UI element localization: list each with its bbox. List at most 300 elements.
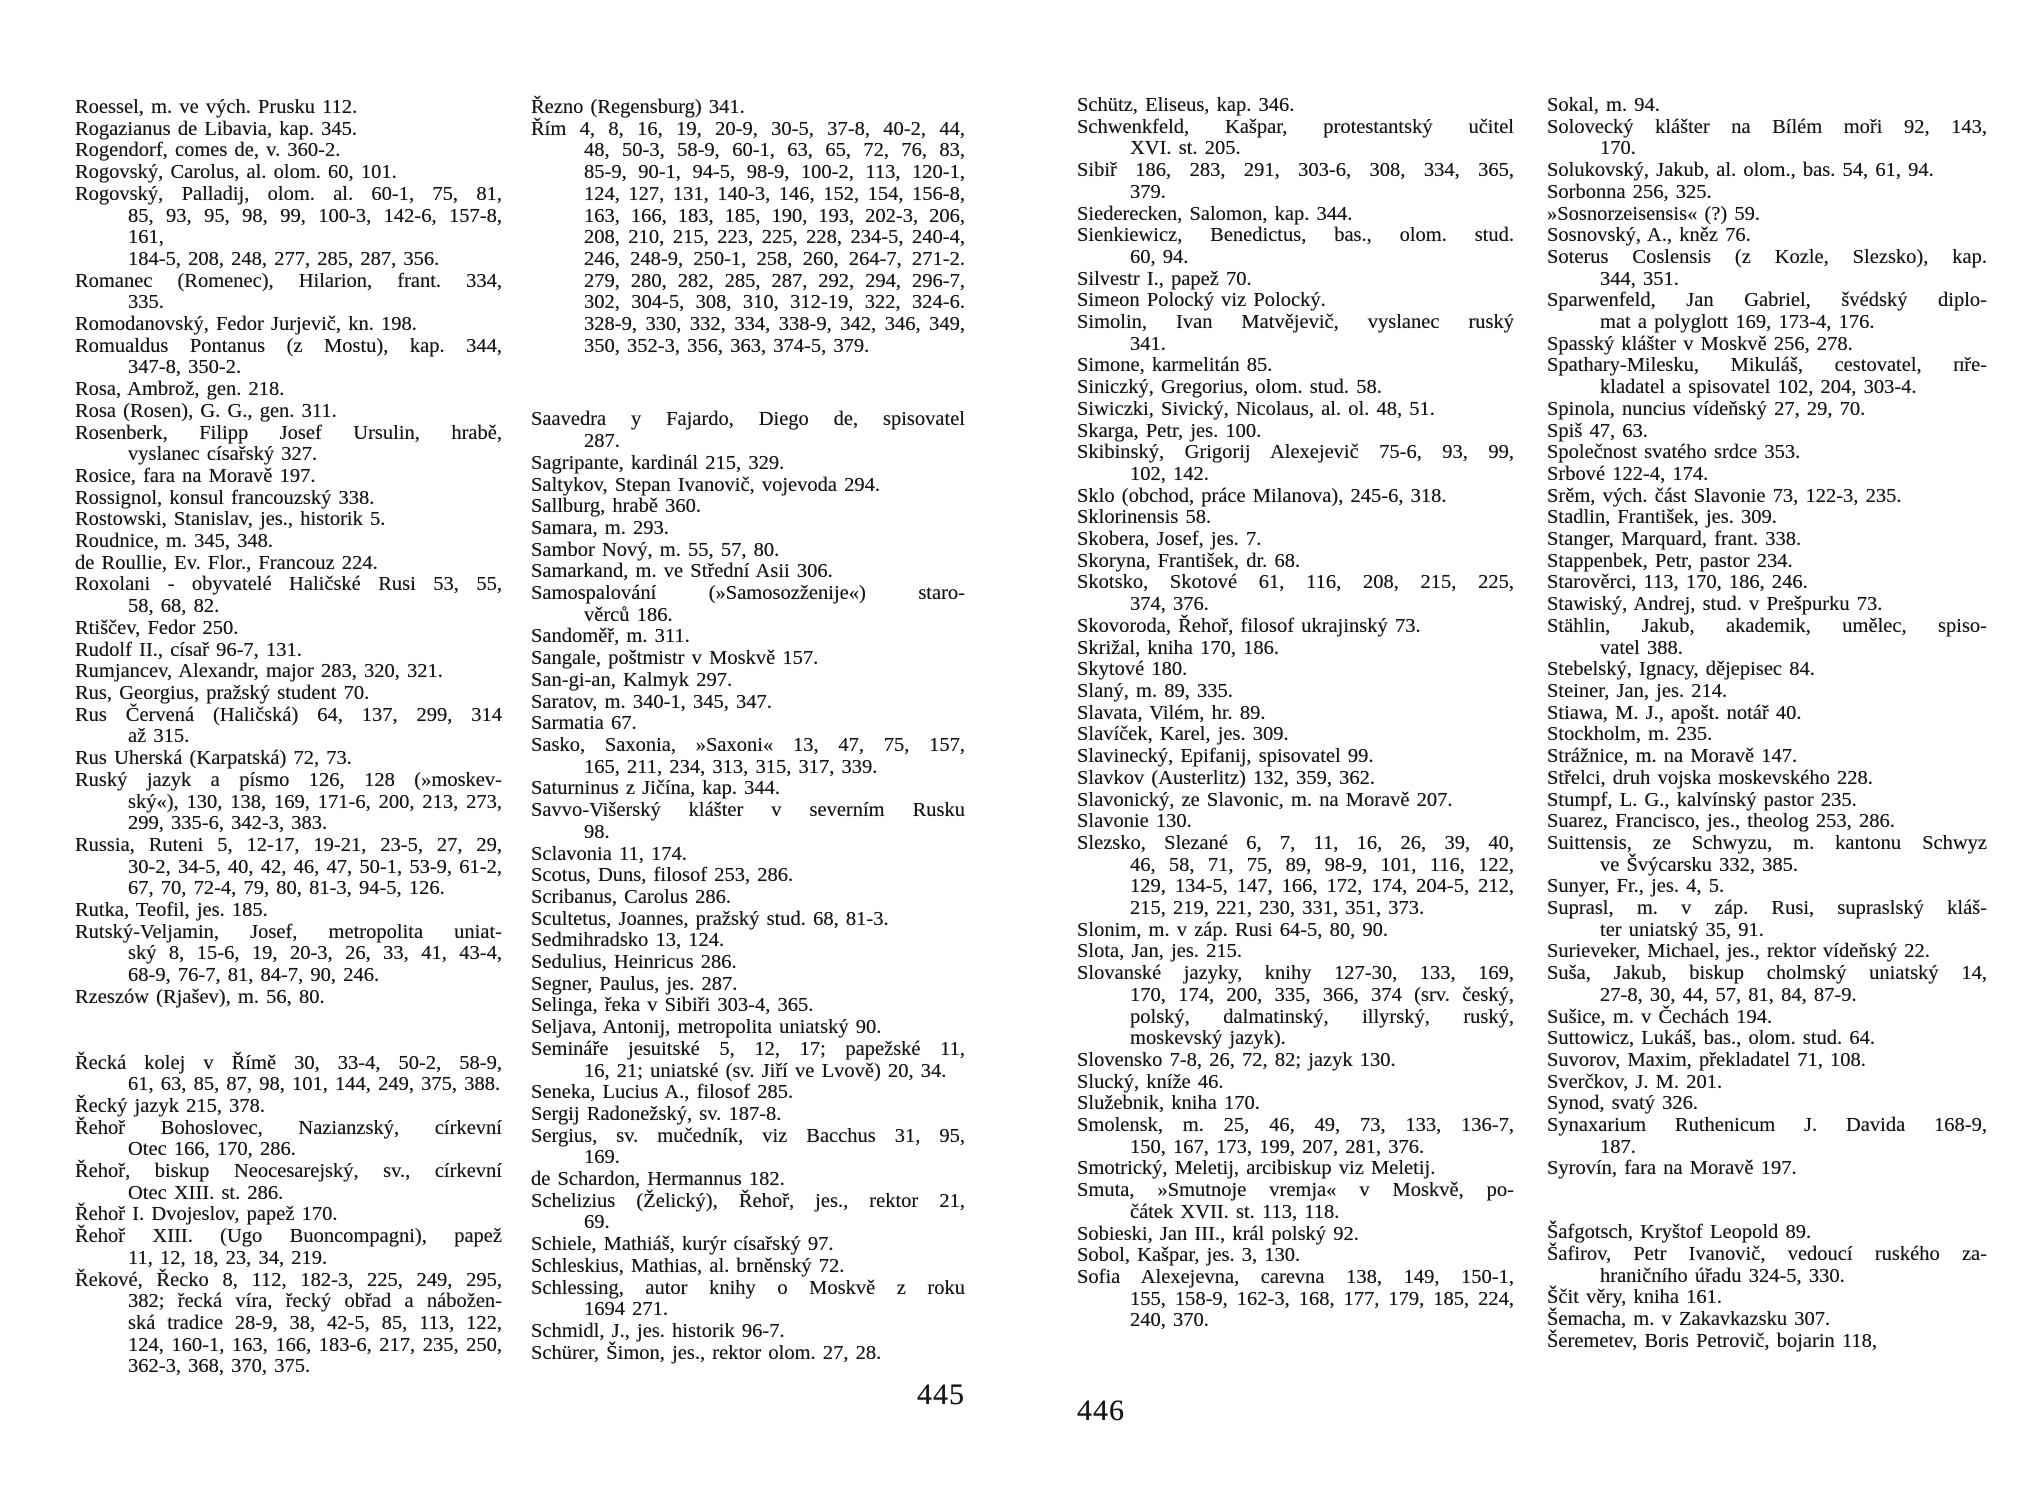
index-entry-line: 98. xyxy=(584,820,610,843)
index-entry xyxy=(1547,182,1987,204)
index-entry-line: Spinola, nuncius vídeňský 27, 29, 70. xyxy=(1547,397,1866,420)
index-entry-line: Sofia Alexejevna, carevna 138, 149, 150-1, xyxy=(1077,1265,1514,1288)
index-entry xyxy=(531,670,965,692)
index-entry-line: Řezno (Regensburg) 341. xyxy=(531,96,745,118)
index-entry-line: Skovoroda, Řehoř, filosof ukrajinský 73. xyxy=(1077,614,1421,637)
index-entry-line: 382; řecká víra, řecký obřad a nábožen- xyxy=(128,1290,502,1313)
index-entry-line: 279, 280, 282, 285, 287, 292, 294, 296-7, xyxy=(584,269,965,292)
index-entry-line: Schlessing, autor knihy o Moskvě z roku xyxy=(531,1276,965,1299)
index-entry-line: Střelci, druh vojska moskevského 228. xyxy=(1547,766,1873,789)
index-entry xyxy=(1547,876,1987,898)
index-entry-line: Sverčkov, J. M. 201. xyxy=(1547,1070,1723,1093)
index-entry xyxy=(1077,681,1514,703)
index-entry-line: Rogovský, Palladij, olom. al. 60-1, 75, 81, xyxy=(75,182,502,205)
index-entry xyxy=(1077,486,1514,508)
index-entry-line: 124, 160-1, 163, 166, 183-6, 217, 235, 250, xyxy=(128,1333,502,1356)
index-entry xyxy=(1077,355,1514,377)
index-entry-line: ský 8, 15-6, 19, 20-3, 26, 33, 41, 43-4, xyxy=(128,942,502,965)
index-entry-line: až 315. xyxy=(128,725,190,748)
index-entry xyxy=(75,509,502,531)
index-entry-line: Soterus Coslensis (z Kozle, Slezsko), kap. xyxy=(1547,245,1987,268)
index-entry-line: Saltykov, Stepan Ivanovič, vojevoda 294. xyxy=(531,473,881,496)
index-entry-line: 61, 63, 85, 87, 98, 101, 144, 249, 375, 388. xyxy=(128,1073,501,1096)
index-entry-line: Suša, Jakub, biskup cholmský uniatský 14, xyxy=(1547,962,1987,985)
index-entry xyxy=(1077,529,1514,551)
index-entry-line: ský«), 130, 138, 169, 171-6, 200, 213, 273, xyxy=(128,790,502,813)
index-entry xyxy=(1547,355,1987,398)
index-entry xyxy=(1547,681,1987,703)
index-entry xyxy=(75,661,502,683)
index-entry xyxy=(1077,1050,1514,1072)
index-entry xyxy=(1547,399,1987,421)
index-entry-line: Sienkiewicz, Benedictus, bas., olom. stud. xyxy=(1077,224,1514,247)
index-entry-line: Sobieski, Jan III., král polský 92. xyxy=(1077,1222,1359,1245)
index-entry xyxy=(75,271,502,314)
index-entry-line: Suprasl, m. v záp. Rusi, supraslský kláš- xyxy=(1547,897,1987,920)
index-entry xyxy=(75,618,502,640)
index-entry-line: Sallburg, hrabě 360. xyxy=(531,495,701,518)
index-entry-line: Synod, svatý 326. xyxy=(1547,1092,1699,1115)
index-column-446-left xyxy=(1077,95,1514,1332)
index-entry xyxy=(1547,334,1987,356)
index-entry-line: Rogendorf, comes de, v. 360-2. xyxy=(75,139,341,162)
index-entry xyxy=(1077,204,1514,226)
index-entry-line: Skrižal, kniha 170, 186. xyxy=(1077,636,1280,659)
index-entry xyxy=(531,97,965,119)
index-entry-line: ve Švýcarsku 332, 385. xyxy=(1600,853,1799,876)
index-entry xyxy=(531,561,965,583)
index-entry-line: Semináře jesuitské 5, 12, 17; papežské 11, xyxy=(531,1037,965,1060)
index-entry-line: vyslanec císařský 327. xyxy=(128,443,318,466)
index-entry-line: Schelizius (Želický), Řehoř, jes., rektor 21, xyxy=(531,1189,965,1212)
index-entry-line: 27-8, 30, 44, 57, 81, 84, 87-9. xyxy=(1600,983,1857,1006)
index-entry-line: Samara, m. 293. xyxy=(531,516,669,539)
index-entry xyxy=(1547,1244,1987,1287)
index-entry xyxy=(1077,1158,1514,1180)
index-entry xyxy=(1547,1093,1987,1115)
index-entry-line: 69. xyxy=(584,1211,610,1234)
index-entry-line: Rogazianus de Libavia, kap. 345. xyxy=(75,117,358,140)
index-entry-line: Sobol, Kašpar, jes. 3, 130. xyxy=(1077,1244,1301,1267)
index-entry xyxy=(75,987,502,1009)
index-entry-line: Schiele, Mathiáš, kurýr císařský 97. xyxy=(531,1233,834,1256)
index-entry-line: 124, 127, 131, 140-3, 146, 152, 154, 156-8, xyxy=(584,182,965,205)
index-entry-line: ter uniatský 35, 91. xyxy=(1600,918,1764,941)
index-entry xyxy=(531,583,965,626)
index-entry-line: Rudolf II., císař 96-7, 131. xyxy=(75,638,302,661)
index-entry xyxy=(531,844,965,866)
index-entry xyxy=(531,518,965,540)
index-entry xyxy=(1077,160,1514,203)
index-entry xyxy=(75,748,502,770)
index-entry xyxy=(1547,1007,1987,1029)
index-entry-line: polský, dalmatinský, illyrský, ruský, xyxy=(1130,1005,1514,1028)
index-entry xyxy=(75,184,502,271)
index-column-445-right xyxy=(531,97,965,1364)
index-entry-line: Smotrický, Meletij, arcibiskup viz Meletij. xyxy=(1077,1157,1436,1180)
index-entry-line: Suittensis, ze Schwyzu, m. kantonu Schwyz xyxy=(1547,831,1987,854)
index-entry xyxy=(1547,746,1987,768)
index-entry xyxy=(75,379,502,401)
index-entry xyxy=(1077,572,1514,615)
index-entry xyxy=(531,800,965,843)
index-entry-line: 30-2, 34-5, 40, 42, 46, 47, 50-1, 53-9, 61-2, xyxy=(128,855,502,878)
index-entry xyxy=(1547,703,1987,725)
index-entry-line: Rossignol, konsul francouzský 338. xyxy=(75,486,375,509)
index-entry-line: Sangale, poštmistr v Moskvě 157. xyxy=(531,647,819,670)
index-entry-line: Rutský-Veljamin, Josef, metropolita uniat- xyxy=(75,920,502,943)
index-entry xyxy=(1077,941,1514,963)
index-entry xyxy=(1077,1115,1514,1158)
index-entry-line: Samarkand, m. ve Střední Asii 306. xyxy=(531,560,833,583)
index-entry xyxy=(75,705,502,748)
index-entry-line: Siederecken, Salomon, kap. 344. xyxy=(1077,202,1353,225)
index-entry xyxy=(531,626,965,648)
index-entry-line: hraničního úřadu 324-5, 330. xyxy=(1600,1264,1845,1287)
index-entry-line: Simolin, Ivan Matvějevič, vyslanec ruský xyxy=(1077,311,1514,334)
index-entry xyxy=(75,401,502,423)
index-entry xyxy=(1547,551,1987,573)
index-entry-line: 1694 271. xyxy=(584,1298,669,1321)
index-entry xyxy=(1547,1331,1987,1353)
index-entry-line: Řehoř I. Dvojeslov, papež 170. xyxy=(75,1203,338,1226)
index-entry xyxy=(1077,312,1514,355)
index-entry-line: Schmidl, J., jes. historik 96-7. xyxy=(531,1319,785,1342)
index-entry xyxy=(1547,768,1987,790)
index-entry xyxy=(531,1126,965,1169)
index-entry xyxy=(1077,811,1514,833)
index-entry-line: Sunyer, Fr., jes. 4, 5. xyxy=(1547,875,1725,898)
page-number-446: 446 xyxy=(1077,1394,1125,1427)
index-entry xyxy=(75,553,502,575)
index-entry xyxy=(75,1270,502,1379)
index-entry xyxy=(75,683,502,705)
index-entry-line: 129, 134-5, 147, 166, 172, 174, 204-5, 212, xyxy=(1130,875,1514,898)
index-entry xyxy=(531,735,965,778)
index-entry xyxy=(75,1226,502,1269)
index-entry-line: 374, 376. xyxy=(1130,593,1209,616)
index-entry-line: Sergius, sv. mučedník, viz Bacchus 31, 95, xyxy=(531,1124,965,1147)
index-entry-line: Řehoř, biskup Neocesarejský, sv., církevní xyxy=(75,1160,502,1183)
index-entry-line: věrců 186. xyxy=(584,603,673,626)
index-entry xyxy=(531,409,965,452)
index-entry-line: 85-9, 90-1, 94-5, 98-9, 100-2, 113, 120-1, xyxy=(584,161,965,184)
index-entry xyxy=(75,466,502,488)
index-entry xyxy=(75,1053,502,1096)
index-entry-line: Otec XIII. st. 286. xyxy=(128,1181,284,1204)
index-entry-line: Seneka, Lucius A., filosof 285. xyxy=(531,1081,794,1104)
index-entry-line: 246, 248-9, 250-1, 258, 260, 264-7, 271-2. xyxy=(584,247,965,270)
index-entry-line: 169. xyxy=(584,1146,620,1169)
index-entry-line: Slaný, m. 89, 335. xyxy=(1077,679,1233,702)
index-column-445-left xyxy=(75,97,502,1378)
index-entry-line: Sarmatia 67. xyxy=(531,712,637,735)
index-group xyxy=(1547,95,1987,1180)
index-entry-line: »Sosnorzeisensis« (?) 59. xyxy=(1547,202,1761,225)
index-entry-line: Strážnice, m. na Moravě 147. xyxy=(1547,745,1798,768)
index-entry xyxy=(75,423,502,466)
index-entry-line: Skibinský, Grigorij Alexejevič 75-6, 93, 99, xyxy=(1077,441,1514,464)
index-group xyxy=(531,97,965,357)
index-entry-line: Seljava, Antonij, metropolita uniatský 90. xyxy=(531,1016,882,1039)
index-entry-line: Společnost svatého srdce 353. xyxy=(1547,441,1801,464)
index-entry xyxy=(1077,290,1514,312)
index-entry-line: Srěm, vých. část Slavonie 73, 122-3, 235. xyxy=(1547,484,1902,507)
index-entry xyxy=(75,574,502,617)
index-entry-line: Skarga, Petr, jes. 100. xyxy=(1077,419,1262,442)
index-entry-line: Řehoř XIII. (Ugo Buoncompagni), papež xyxy=(75,1225,502,1248)
index-entry xyxy=(1547,290,1987,333)
index-entry-line: 347-8, 350-2. xyxy=(128,356,242,379)
index-entry-line: 184-5, 208, 248, 277, 285, 287, 356. xyxy=(128,247,440,270)
index-entry xyxy=(1077,1224,1514,1246)
index-entry xyxy=(1547,572,1987,594)
index-entry xyxy=(531,453,965,475)
index-entry-line: Spiš 47, 63. xyxy=(1547,419,1648,442)
index-entry-line: Rus Červená (Haličská) 64, 137, 299, 314 xyxy=(75,703,502,726)
index-entry-line: Slavata, Vilém, hr. 89. xyxy=(1077,701,1266,724)
index-entry xyxy=(1077,1093,1514,1115)
index-entry-line: Suttowicz, Lukáš, bas., olom. stud. 64. xyxy=(1547,1027,1875,1050)
index-entry-line: Šafgotsch, Kryštof Leopold 89. xyxy=(1547,1221,1812,1244)
index-entry-line: Smuta, »Smutnoje vremja« v Moskvě, po- xyxy=(1077,1179,1514,1202)
index-entry xyxy=(1547,594,1987,616)
index-entry xyxy=(1077,790,1514,812)
index-entry xyxy=(1077,1245,1514,1267)
index-entry xyxy=(531,974,965,996)
index-entry-line: 187. xyxy=(1600,1135,1636,1158)
index-entry-line: Rosice, fara na Moravě 197. xyxy=(75,464,316,487)
index-entry-line: Šemacha, m. v Zakavkazsku 307. xyxy=(1547,1307,1831,1330)
index-entry xyxy=(75,1096,502,1118)
index-entry-line: Rzeszów (Rjašev), m. 56, 80. xyxy=(75,985,325,1008)
index-entry-line: Stappenbek, Petr, pastor 234. xyxy=(1547,549,1793,572)
index-entry-line: Slonim, m. v záp. Rusi 64-5, 80, 90. xyxy=(1077,918,1389,941)
index-entry xyxy=(1547,529,1987,551)
index-entry xyxy=(1547,1287,1987,1309)
index-entry xyxy=(1077,1072,1514,1094)
index-entry xyxy=(1077,507,1514,529)
index-entry-line: Sibiř 186, 283, 291, 303-6, 308, 334, 365, xyxy=(1077,159,1514,182)
index-entry-line: ská tradice 28-9, 38, 42-5, 85, 113, 122, xyxy=(128,1311,502,1334)
index-entry-line: Řím 4, 8, 16, 19, 20-9, 30-5, 37-8, 40-2, 44, xyxy=(531,117,965,140)
index-entry-line: Simone, karmelitán 85. xyxy=(1077,354,1273,377)
index-entry-line: Stawiský, Andrej, stud. v Prešpurku 73. xyxy=(1547,593,1883,616)
index-entry-line: Savvo-Višerský klášter v severním Rusku xyxy=(531,799,965,822)
index-entry-line: Slavonický, ze Slavonic, m. na Moravě 207. xyxy=(1077,788,1453,811)
index-entry xyxy=(1077,638,1514,660)
index-entry xyxy=(531,692,965,714)
index-entry xyxy=(1077,1267,1514,1332)
index-entry-line: 362-3, 368, 370, 375. xyxy=(128,1355,311,1378)
index-entry-line: Syrovín, fara na Moravě 197. xyxy=(1547,1157,1797,1180)
index-entry xyxy=(531,1017,965,1039)
index-entry-line: Skytové 180. xyxy=(1077,658,1188,681)
index-entry xyxy=(1077,225,1514,268)
index-entry xyxy=(1547,1028,1987,1050)
index-entry-line: Slavíček, Karel, jes. 309. xyxy=(1077,723,1289,746)
index-entry xyxy=(75,835,502,900)
index-entry xyxy=(1547,1072,1987,1094)
index-entry-line: 155, 158-9, 162-3, 168, 177, 179, 185, 224, xyxy=(1130,1287,1514,1310)
index-entry-line: Synaxarium Ruthenicum J. Davida 168-9, xyxy=(1547,1114,1987,1137)
index-entry xyxy=(1547,442,1987,464)
index-entry-line: Solukovský, Jakub, al. olom., bas. 54, 61, 94. xyxy=(1547,159,1934,182)
index-group xyxy=(531,409,965,1364)
index-entry xyxy=(1547,941,1987,963)
index-entry xyxy=(1547,1158,1987,1180)
index-entry xyxy=(1547,204,1987,226)
index-entry xyxy=(1547,898,1987,941)
index-entry xyxy=(1547,225,1987,247)
index-entry xyxy=(75,1161,502,1204)
index-entry-line: Sklorinensis 58. xyxy=(1077,506,1212,529)
index-entry-line: Sorbonna 256, 325. xyxy=(1547,180,1712,203)
index-entry-line: Schleskius, Mathias, al. brněnský 72. xyxy=(531,1254,845,1277)
index-entry xyxy=(75,640,502,662)
index-entry-line: 48, 50-3, 58-9, 60-1, 63, 65, 72, 76, 83, xyxy=(584,139,965,162)
index-entry-line: Slavkov (Austerlitz) 132, 359, 362. xyxy=(1077,766,1376,789)
index-entry-line: Siniczký, Gregorius, olom. stud. 58. xyxy=(1077,376,1382,399)
index-entry xyxy=(531,1343,965,1365)
index-entry-line: Řekové, Řecko 8, 112, 182-3, 225, 249, 295, xyxy=(75,1268,502,1291)
index-entry-line: Sambor Nový, m. 55, 57, 80. xyxy=(531,538,780,561)
index-entry-line: 341. xyxy=(1130,332,1166,355)
index-entry-line: Simeon Polocký viz Polocký. xyxy=(1077,289,1326,312)
index-entry-line: Sedmihradsko 13, 124. xyxy=(531,929,725,952)
index-group xyxy=(1547,1222,1987,1352)
index-entry xyxy=(531,1082,965,1104)
index-entry-line: Sokal, m. 94. xyxy=(1547,94,1660,116)
index-entry-line: 150, 167, 173, 199, 207, 281, 376. xyxy=(1130,1135,1425,1158)
index-entry-line: 170. xyxy=(1600,137,1636,160)
index-entry-line: Steiner, Jan, jes. 214. xyxy=(1547,679,1728,702)
index-entry xyxy=(531,909,965,931)
index-entry-line: Rus, Georgius, pražský student 70. xyxy=(75,681,370,704)
index-entry-line: Rosa, Ambrož, gen. 218. xyxy=(75,378,285,401)
index-entry-line: Sclavonia 11, 174. xyxy=(531,842,687,865)
index-entry-line: Slavonie 130. xyxy=(1077,810,1192,833)
index-entry-line: Saratov, m. 340-1, 345, 347. xyxy=(531,690,772,713)
index-entry-line: Skobera, Josef, jes. 7. xyxy=(1077,528,1262,551)
index-entry xyxy=(1547,95,1987,117)
index-entry-line: Stählin, Jakub, akademik, umělec, spiso- xyxy=(1547,614,1987,637)
index-group xyxy=(75,97,502,1009)
index-entry-line: Rosenberk, Filipp Josef Ursulin, hrabě, xyxy=(75,421,502,444)
index-entry xyxy=(531,1278,965,1321)
index-entry-line: Rutka, Teofil, jes. 185. xyxy=(75,899,268,922)
index-entry-line: Schütz, Eliseus, kap. 346. xyxy=(1077,94,1295,116)
index-entry xyxy=(1077,768,1514,790)
index-entry-line: 335. xyxy=(128,291,164,314)
index-entry-line: Rumjancev, Alexandr, major 283, 320, 321. xyxy=(75,660,443,683)
index-entry-line: Roessel, m. ve vých. Prusku 112. xyxy=(75,96,358,118)
index-entry xyxy=(531,778,965,800)
index-entry xyxy=(1077,833,1514,920)
index-entry-line: Sosnovský, A., kněz 76. xyxy=(1547,224,1751,247)
index-entry xyxy=(75,162,502,184)
index-entry-line: 299, 335-6, 342-3, 383. xyxy=(128,812,328,835)
index-entry xyxy=(531,475,965,497)
index-entry-line: Řehoř Bohoslovec, Nazianzský, církevní xyxy=(75,1116,502,1139)
index-entry-line: 170, 174, 200, 335, 366, 374 (srv. český, xyxy=(1130,983,1514,1006)
index-entry xyxy=(1547,790,1987,812)
index-entry xyxy=(75,488,502,510)
index-entry xyxy=(1547,963,1987,1006)
index-entry xyxy=(531,995,965,1017)
index-entry xyxy=(531,952,965,974)
index-entry-line: Šafirov, Petr Ivanovič, vedoucí ruského za- xyxy=(1547,1242,1987,1265)
index-entry xyxy=(1547,811,1987,833)
index-entry-line: Skoryna, František, dr. 68. xyxy=(1077,549,1301,572)
index-entry-line: Řecká kolej v Římě 30, 33-4, 50-2, 58-9, xyxy=(75,1051,502,1074)
index-entry-line: 67, 70, 72-4, 79, 80, 81-3, 94-5, 126. xyxy=(128,877,445,900)
index-entry xyxy=(1547,247,1987,290)
index-entry-line: Schürer, Šimon, jes., rektor olom. 27, 28. xyxy=(531,1341,882,1364)
index-entry xyxy=(1077,724,1514,746)
index-entry xyxy=(1547,1115,1987,1158)
index-entry-line: Ščit věry, kniha 161. xyxy=(1547,1286,1723,1309)
index-entry xyxy=(1547,507,1987,529)
index-entry-line: Skotsko, Skotové 61, 116, 208, 215, 225, xyxy=(1077,571,1514,594)
index-entry-line: Stadlin, František, jes. 309. xyxy=(1547,506,1777,529)
index-entry-line: 240, 370. xyxy=(1130,1309,1209,1332)
index-entry-line: Řecký jazyk 215, 378. xyxy=(75,1094,266,1117)
index-entry-line: moskevský jazyk). xyxy=(1130,1027,1286,1050)
index-entry xyxy=(1547,724,1987,746)
index-entry-line: kladatel a spisovatel 102, 204, 303-4. xyxy=(1600,376,1917,399)
index-entry-line: 287. xyxy=(584,430,620,453)
index-entry-line: Sklo (obchod, práce Milanova), 245-6, 318. xyxy=(1077,484,1447,507)
index-entry-line: Suarez, Francisco, jes., theolog 253, 286. xyxy=(1547,810,1895,833)
index-entry xyxy=(1077,95,1514,117)
index-entry-line: Romanec (Romenec), Hilarion, frant. 334, xyxy=(75,269,502,292)
index-entry xyxy=(1547,616,1987,659)
index-entry xyxy=(531,713,965,735)
index-entry-line: Sagripante, kardinál 215, 329. xyxy=(531,451,785,474)
index-entry-line: mat a polyglott 169, 173-4, 176. xyxy=(1600,311,1875,334)
index-entry-line: 85, 93, 95, 98, 99, 100-3, 142-6, 157-8, 161, xyxy=(128,204,502,249)
index-entry xyxy=(1547,659,1987,681)
index-entry-line: Stumpf, L. G., kalvínský pastor 235. xyxy=(1547,788,1857,811)
index-entry-line: Scultetus, Joannes, pražský stud. 68, 81-3. xyxy=(531,907,889,930)
index-entry-line: 58, 68, 82. xyxy=(128,595,220,618)
index-entry xyxy=(1077,1180,1514,1223)
index-entry-line: Scribanus, Carolus 286. xyxy=(531,885,731,908)
index-entry-line: Saturninus z Jičína, kap. 344. xyxy=(531,777,781,800)
index-entry-line: 11, 12, 18, 23, 34, 219. xyxy=(128,1246,328,1269)
index-entry-line: Rogovský, Carolus, al. olom. 60, 101. xyxy=(75,161,397,184)
index-entry xyxy=(1077,659,1514,681)
index-entry xyxy=(1547,1050,1987,1072)
index-entry-line: Sergij Radonežský, sv. 187-8. xyxy=(531,1102,782,1125)
index-entry-line: 208, 210, 215, 223, 225, 228, 234-5, 240-4, xyxy=(584,226,965,249)
index-entry-line: de Schardon, Hermannus 182. xyxy=(531,1168,785,1191)
index-entry xyxy=(531,540,965,562)
index-entry-line: Russia, Ruteni 5, 12-17, 19-21, 23-5, 27, 29, xyxy=(75,833,502,856)
index-entry xyxy=(1547,464,1987,486)
index-entry xyxy=(75,531,502,553)
index-entry-line: Sandoměř, m. 311. xyxy=(531,625,690,648)
index-entry xyxy=(531,1256,965,1278)
index-group xyxy=(1077,95,1514,1332)
index-entry xyxy=(1077,377,1514,399)
index-entry-line: Slovanské jazyky, knihy 127-30, 133, 169, xyxy=(1077,962,1514,985)
index-entry xyxy=(531,865,965,887)
index-entry xyxy=(1547,486,1987,508)
index-entry-line: Suvorov, Maxim, překladatel 71, 108. xyxy=(1547,1048,1866,1071)
index-entry xyxy=(75,119,502,141)
